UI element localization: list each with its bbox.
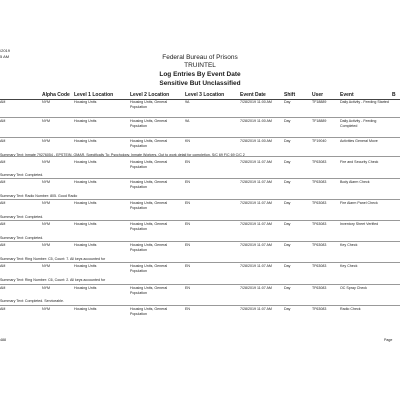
cell-level-2-location: Housing Units, General Population bbox=[130, 180, 168, 189]
cell-level-2-location: Housing Units, General Population bbox=[130, 264, 168, 273]
cell-shift: Day bbox=[284, 264, 291, 268]
cell-alpha-code: NYM bbox=[42, 100, 50, 104]
cell-event-date: 7/28/2019 11:00 AM bbox=[240, 100, 272, 104]
table-row bbox=[0, 307, 400, 325]
cell-event-date: 7/28/2019 11:07 AM bbox=[240, 201, 272, 205]
cell-user: TF63083 bbox=[312, 307, 327, 311]
cell-event: Fire and Security Check bbox=[340, 160, 379, 164]
print-date: /2019 bbox=[0, 48, 11, 53]
cell-level-3-location: EN bbox=[185, 201, 190, 205]
cell-time: AM bbox=[0, 180, 6, 184]
cell-level-2-location: Housing Units, General Population bbox=[130, 222, 168, 231]
cell-time: AM bbox=[0, 100, 6, 104]
summary-text: Summary Text: Completed. Serviceable. bbox=[0, 299, 65, 303]
cell-event-date: 7/28/2019 11:07 AM bbox=[240, 243, 272, 247]
cell-event: Key Check bbox=[340, 264, 358, 268]
cell-level-1-location: Housing Units bbox=[74, 139, 97, 143]
cell-time: AM bbox=[0, 307, 6, 311]
cell-level-3-location: EN bbox=[185, 264, 190, 268]
report-classification: Sensitive But Unclassified bbox=[159, 80, 241, 87]
column-header-level-2-location: Level 2 Location bbox=[130, 92, 170, 98]
cell-shift: Day bbox=[284, 139, 291, 143]
cell-user: TF63083 bbox=[312, 201, 327, 205]
cell-level-2-location: Housing Units, General Population bbox=[130, 100, 168, 109]
cell-event: Activities General Move bbox=[340, 139, 378, 143]
cell-event: Key Check bbox=[340, 243, 358, 247]
column-header-level-3-location: Level 3 Location bbox=[185, 92, 225, 98]
summary-text: Summary Text: Ring Number: C5, Count: 7. All keys accounted for bbox=[0, 257, 106, 261]
cell-event: OC Spray Check bbox=[340, 286, 367, 290]
table-row bbox=[0, 222, 400, 240]
cell-level-2-location: Housing Units, General Population bbox=[130, 119, 168, 128]
cell-event: Fire Alarm Panel Check bbox=[340, 201, 378, 205]
cell-event-date: 7/28/2019 11:07 AM bbox=[240, 160, 272, 164]
cell-time: AM bbox=[0, 222, 6, 226]
cell-user: TF63083 bbox=[312, 264, 327, 268]
cell-level-2-location: Housing Units, General Population bbox=[130, 243, 168, 252]
column-header-level-1-location: Level 1 Location bbox=[74, 92, 114, 98]
cell-event-date: 7/28/2019 11:00 AM bbox=[240, 139, 272, 143]
column-header-shift: Shift bbox=[284, 92, 296, 98]
cell-level-1-location: Housing Units bbox=[74, 243, 97, 247]
row-divider bbox=[0, 178, 400, 179]
cell-user: TF63083 bbox=[312, 243, 327, 247]
row-divider bbox=[0, 305, 400, 306]
cell-level-1-location: Housing Units bbox=[74, 222, 97, 226]
print-time: 5 AM bbox=[0, 54, 10, 59]
cell-level-1-location: Housing Units bbox=[74, 100, 97, 104]
row-divider bbox=[0, 199, 400, 200]
table-row bbox=[0, 100, 400, 118]
row-divider bbox=[0, 284, 400, 285]
cell-event-date: 7/28/2019 11:00 AM bbox=[240, 119, 272, 123]
cell-level-3-location: EN bbox=[185, 222, 190, 226]
cell-event-date: 7/28/2019 11:07 AM bbox=[240, 286, 272, 290]
cell-level-3-location: EN bbox=[185, 307, 190, 311]
cell-level-2-location: Housing Units, General Population bbox=[130, 307, 168, 316]
cell-event: Daily Activity - Feeding Completed bbox=[340, 119, 377, 128]
column-header-alpha-code: Alpha Code bbox=[42, 92, 70, 98]
summary-text: Summary Text: Radio Number: 805. Good Radio bbox=[0, 194, 78, 198]
cell-alpha-code: NYM bbox=[42, 264, 50, 268]
cell-level-3-location: EN bbox=[185, 160, 190, 164]
cell-event-date: 7/28/2019 11:07 AM bbox=[240, 307, 272, 311]
cell-level-3-location: EN bbox=[185, 243, 190, 247]
cell-level-1-location: Housing Units bbox=[74, 160, 97, 164]
cell-alpha-code: NYM bbox=[42, 201, 50, 205]
cell-user: TF63083 bbox=[312, 160, 327, 164]
report-system: TRUINTEL bbox=[184, 62, 216, 69]
row-divider bbox=[0, 220, 400, 221]
cell-level-2-location: Housing Units, General Population bbox=[130, 139, 168, 148]
column-header-event-date: Event Date bbox=[240, 92, 266, 98]
cell-event-date: 7/28/2019 11:07 AM bbox=[240, 222, 272, 226]
cell-shift: Day bbox=[284, 286, 291, 290]
summary-text: Summary Text: Completed. bbox=[0, 215, 44, 219]
cell-shift: Day bbox=[284, 119, 291, 123]
cell-alpha-code: NYM bbox=[42, 243, 50, 247]
report-title: Log Entries By Event Date bbox=[159, 71, 241, 78]
cell-level-2-location: Housing Units, General Population bbox=[130, 286, 168, 295]
cell-time: AM bbox=[0, 201, 6, 205]
cell-alpha-code: NYM bbox=[42, 180, 50, 184]
cell-time: AM bbox=[0, 243, 6, 247]
cell-event-date: 7/28/2019 11:07 AM bbox=[240, 180, 272, 184]
table-row bbox=[0, 119, 400, 137]
row-divider bbox=[0, 156, 400, 157]
cell-event: Body Alarm Check bbox=[340, 180, 370, 184]
cell-level-3-location: 9A bbox=[185, 119, 190, 123]
cell-event: Radio Check bbox=[340, 307, 361, 311]
table-row bbox=[0, 160, 400, 178]
cell-alpha-code: NYM bbox=[42, 119, 50, 123]
cell-time: AM bbox=[0, 119, 6, 123]
cell-level-3-location: EN bbox=[185, 180, 190, 184]
summary-text: Summary Text: Completed. bbox=[0, 173, 44, 177]
cell-event: Inventory Sheet Verified bbox=[340, 222, 379, 226]
row-divider bbox=[0, 117, 400, 118]
cell-level-2-location: Housing Units, General Population bbox=[130, 201, 168, 210]
cell-level-1-location: Housing Units bbox=[74, 264, 97, 268]
summary-text: Summary Text: Ring Number: C6, Count: 2. All keys accounted for bbox=[0, 278, 106, 282]
column-header-user: User bbox=[312, 92, 324, 98]
cell-level-2-location: Housing Units, General Population bbox=[130, 160, 168, 169]
cell-level-1-location: Housing Units bbox=[74, 307, 97, 311]
cell-level-1-location: Housing Units bbox=[74, 119, 97, 123]
cell-alpha-code: NYM bbox=[42, 160, 50, 164]
cell-user: TF18889 bbox=[312, 119, 327, 123]
cell-shift: Day bbox=[284, 160, 291, 164]
cell-shift: Day bbox=[284, 243, 291, 247]
cell-time: AM bbox=[0, 286, 6, 290]
cell-event-date: 7/28/2019 11:07 AM bbox=[240, 264, 272, 268]
cell-alpha-code: NYM bbox=[42, 139, 50, 143]
cell-level-3-location: KN bbox=[185, 139, 190, 143]
row-divider bbox=[0, 137, 400, 138]
row-divider bbox=[0, 262, 400, 263]
cell-user: TF19040 bbox=[312, 139, 327, 143]
cell-user: TF18889 bbox=[312, 100, 327, 104]
summary-text: Summary Text: Completed. bbox=[0, 236, 44, 240]
report-agency: Federal Bureau of Prisons bbox=[162, 54, 238, 61]
cell-level-1-location: Housing Units bbox=[74, 286, 97, 290]
cell-time: AM bbox=[0, 139, 6, 143]
cell-alpha-code: NYM bbox=[42, 286, 50, 290]
footer-record-id: 488 bbox=[0, 338, 6, 342]
cell-shift: Day bbox=[284, 307, 291, 311]
cell-user: TF63083 bbox=[312, 222, 327, 226]
cell-time: AM bbox=[0, 264, 6, 268]
cell-shift: Day bbox=[284, 180, 291, 184]
cell-time: AM bbox=[0, 160, 6, 164]
summary-text: Summary Text: Inmate 79276054 - EPSTEIN, OMAR. Specifically To: Psychology, Inmate Workers. Out to work detail for completion. S/C 69 F/C 69 C/C 2 bbox=[0, 153, 245, 157]
cell-level-3-location: 9A bbox=[185, 100, 190, 104]
cell-shift: Day bbox=[284, 100, 291, 104]
column-header-event: Event bbox=[340, 92, 354, 98]
row-divider bbox=[0, 241, 400, 242]
cell-user: TF63083 bbox=[312, 286, 327, 290]
cell-event: Daily Activity - Feeding Started bbox=[340, 100, 389, 104]
cell-alpha-code: NYM bbox=[42, 222, 50, 226]
footer-page: Page bbox=[384, 338, 393, 342]
cell-shift: Day bbox=[284, 201, 291, 205]
cell-shift: Day bbox=[284, 222, 291, 226]
cell-alpha-code: NYM bbox=[42, 307, 50, 311]
cell-level-3-location: EN bbox=[185, 286, 190, 290]
table-row bbox=[0, 201, 400, 219]
cell-user: TF63083 bbox=[312, 180, 327, 184]
cell-level-1-location: Housing Units bbox=[74, 201, 97, 205]
column-header-b: B bbox=[392, 92, 396, 98]
cell-level-1-location: Housing Units bbox=[74, 180, 97, 184]
